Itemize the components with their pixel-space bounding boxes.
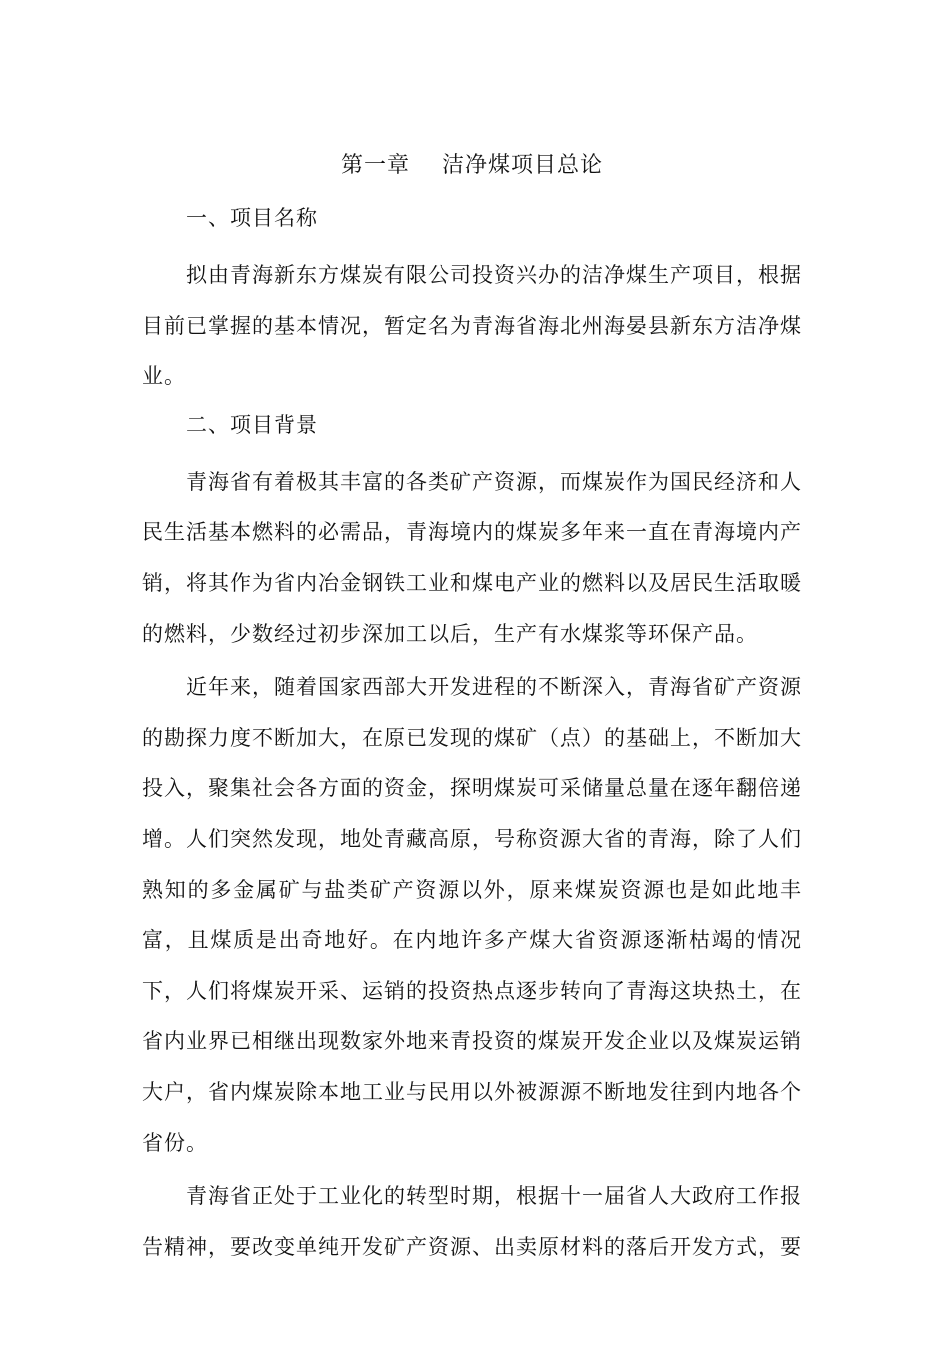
chapter-title: 第一章 洁净煤项目总论 (341, 153, 603, 178)
document-page (142, 146, 802, 1275)
paragraph: 青海省有着极其丰富的各类矿产资源，而煤炭作为国民经济和人民生活基本燃料的必需品，青海境内的煤炭多年来一直在青海境内产销，将其作为省内冶金钢铁工业和煤电产业的燃料以及居民生活取暖的燃料，少数经过初步深加工以后，生产有水煤浆等环保产品。 (142, 469, 802, 646)
paragraph: 拟由青海新东方煤炭有限公司投资兴办的洁净煤生产项目，根据目前已掌握的基本情况，暂定名为青海省海北州海晏县新东方洁净煤业。 (142, 263, 802, 389)
paragraph: 近年来，随着国家西部大开发进程的不断深入，青海省矿产资源的勘探力度不断加大，在原已发现的煤矿（点）的基础上，不断加大投入，聚集社会各方面的资金，探明煤炭可采储量总量在逐年翻倍递增。人们突然发现，地处青藏高原，号称资源大省的青海，除了人们熟知的多金属矿与盐类矿产资源以外，原来煤炭资源也是如此地丰富，且煤质是出奇地好。在内地许多产煤大省资源逐渐枯竭的情况下，人们将煤炭开采、运销的投资热点逐步转向了青海这块热土，在省内业界已相继出现数家外地来青投资的煤炭开发企业以及煤炭运销大户，省内煤炭除本地工业与民用以外被源源不断地发往到内地各个省份。 (142, 675, 802, 1155)
section-heading-project-name: 一、项目名称 (186, 206, 318, 230)
paragraph: 青海省正处于工业化的转型时期，根据十一届省人大政府工作报告精神，要改变单纯开发矿产资源、出卖原材料的落后开发方式，要 (142, 1184, 802, 1259)
section-heading-project-background: 二、项目背景 (186, 412, 318, 437)
